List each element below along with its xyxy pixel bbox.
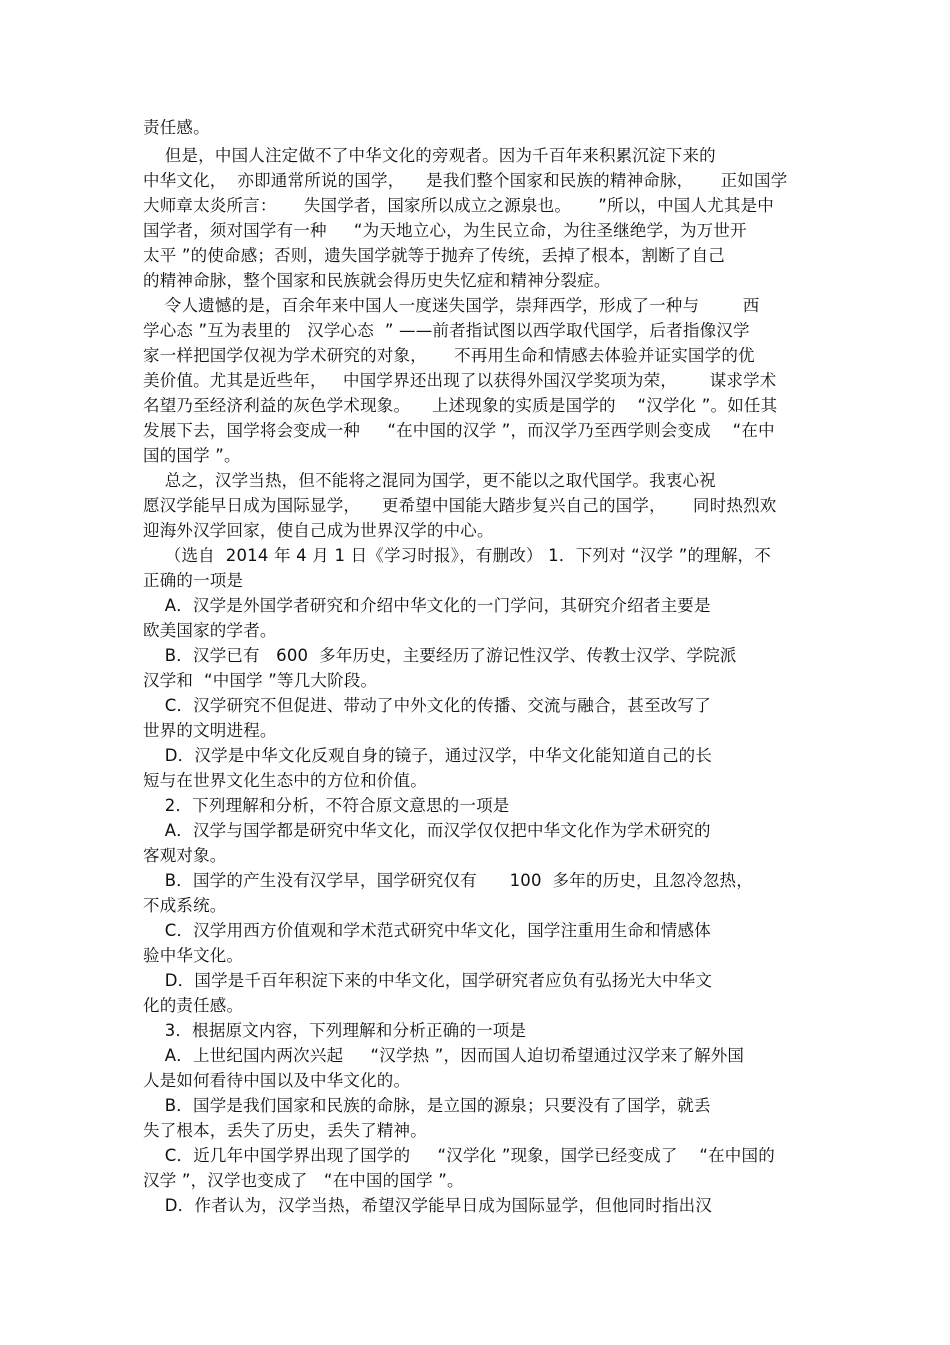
text-line: 愿汉学能早日成为国际显学， 更希望中国能大踏步复兴自己的国学， 同时热烈欢 <box>143 496 777 515</box>
text-line: 迎海外汉学回家，使自己成为世界汉学的中心。 <box>143 521 494 540</box>
text-line: C．近几年中国学界出现了国学的 “汉学化 ”现象，国学已经变成了 “在中国的 <box>143 1146 775 1165</box>
text-line: C．汉学用西方价值观和学术范式研究中华文化，国学注重用生命和情感体 <box>143 921 711 940</box>
text-line: 客观对象。 <box>143 846 227 865</box>
text-line: 世界的文明进程。 <box>143 721 277 740</box>
text-line: B．国学是我们国家和民族的命脉，是立国的源泉；只要没有了国学，就丢 <box>143 1096 711 1115</box>
text-line: 的精神命脉，整个国家和民族就会得历史失忆症和精神分裂症。 <box>143 271 611 290</box>
text-line: 美价值。尤其是近些年， 中国学界还出现了以获得外国汉学奖项为荣， 谋求学术 <box>143 371 777 390</box>
text-line: 总之，汉学当热，但不能将之混同为国学，更不能以之取代国学。我衷心祝 <box>143 471 716 490</box>
text-line: 3．根据原文内容，下列理解和分析正确的一项是 <box>143 1021 527 1040</box>
text-line: 2．下列理解和分析，不符合原文意思的一项是 <box>143 796 510 815</box>
text-line: B．国学的产生没有汉学早，国学研究仅有 100 多年的历史，且忽冷忽热， <box>143 871 753 890</box>
text-line: C．汉学研究不但促进、带动了中外文化的传播、交流与融合，甚至改写了 <box>143 696 711 715</box>
text-line: D．汉学是中华文化反观自身的镜子，通过汉学，中华文化能知道自己的长 <box>143 746 713 765</box>
text-line: 验中华文化。 <box>143 946 244 965</box>
text-line: 责任感。 <box>143 118 210 137</box>
text-line: 短与在世界文化生态中的方位和价值。 <box>143 771 427 790</box>
text-line: A．汉学是外国学者研究和介绍中华文化的一门学问，其研究介绍者主要是 <box>143 596 711 615</box>
text-line: 正确的一项是 <box>143 571 244 590</box>
text-line: 国学者，须对国学有一种 “为天地立心，为生民立命，为往圣继绝学，为万世开 <box>143 221 747 240</box>
text-line: 学心态 ”互为表里的 汉学心态 ” ——前者指试图以西学取代国学，后者指像汉学 <box>143 321 750 340</box>
text-line: 但是，中国人注定做不了中华文化的旁观者。因为千百年来积累沉淀下来的 <box>143 146 716 165</box>
text-line: A．上世纪国内两次兴起 “汉学热 ”，因而国人迫切希望通过汉学来了解外国 <box>143 1046 745 1065</box>
text-line: 大师章太炎所言： 失国学者，国家所以成立之源泉也。 ”所以，中国人尤其是中 <box>143 196 774 215</box>
text-line: 中华文化， 亦即通常所说的国学， 是我们整个国家和民族的精神命脉， 正如国学 <box>143 171 788 190</box>
text-line: 名望乃至经济利益的灰色学术现象。 上述现象的实质是国学的 “汉学化 ”。如任其 <box>143 396 778 415</box>
text-line: 发展下去，国学将会变成一种 “在中国的汉学 ”，而汉学乃至西学则会变成 “在中 <box>143 421 775 440</box>
text-line: 汉学 ”，汉学也变成了 “在中国的国学 ”。 <box>143 1171 464 1190</box>
text-line: 汉学和 “中国学 ”等几大阶段。 <box>143 671 378 690</box>
text-line: B．汉学已有 600 多年历史，主要经历了游记性汉学、传教士汉学、学院派 <box>143 646 737 665</box>
text-line: D．国学是千百年积淀下来的中华文化，国学研究者应负有弘扬光大中华文 <box>143 971 713 990</box>
text-line: A．汉学与国学都是研究中华文化，而汉学仅仅把中华文化作为学术研究的 <box>143 821 711 840</box>
text-line: 家一样把国学仅视为学术研究的对象， 不再用生命和情感去体验并证实国学的优 <box>143 346 755 365</box>
text-line: 欧美国家的学者。 <box>143 621 277 640</box>
text-line: 化的责任感。 <box>143 996 244 1015</box>
text-line: 人是如何看待中国以及中华文化的。 <box>143 1071 411 1090</box>
text-line: 失了根本，丢失了历史，丢失了精神。 <box>143 1121 427 1140</box>
text-line: D．作者认为，汉学当热，希望汉学能早日成为国际显学，但他同时指出汉 <box>143 1196 713 1215</box>
text-line: 不成系统。 <box>143 896 227 915</box>
text-line: 令人遗憾的是，百余年来中国人一度迷失国学，崇拜西学，形成了一种与 西 <box>143 296 760 315</box>
text-line: 国的国学 ”。 <box>143 446 241 465</box>
text-line: （选自 2014 年 4 月 1 日《学习时报》，有删改） 1．下列对 “汉学 ”的理解，不 <box>143 546 771 565</box>
text-line: 太平 ”的使命感；否则，遗失国学就等于抛弃了传统，丢掉了根本，割断了自己 <box>143 246 725 265</box>
